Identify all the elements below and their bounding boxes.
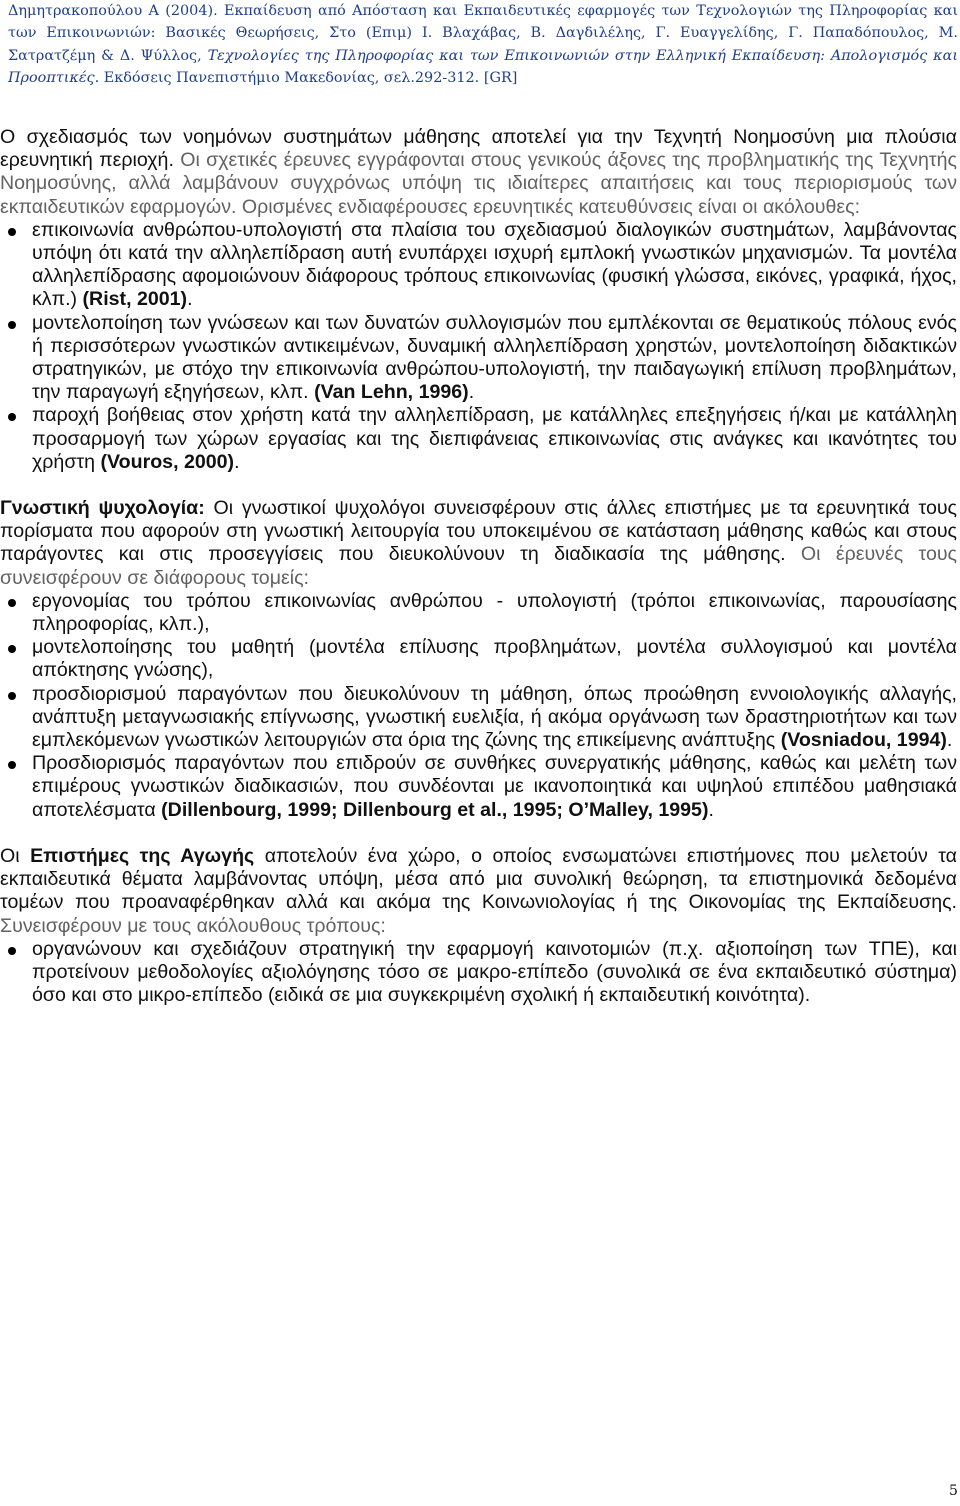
list-item: προσδιορισμού παραγόντων που διευκολύνουν τη μάθηση, όπως προώθηση εννοιολογικής αλλαγής, ανάπτυξη μεταγνωσιακής επίγνωσης, γνωστική ευελιξία, ή ακόμα οργάνωση των δραστηριοτήτων και των εμπλεκόμενων γνωστικών λειτουργιών στα όρια της ζώνης της επικείμενης ανάπτυξης (Vosniadou, 1994). — [32, 682, 957, 752]
reference: (Vosniadou, 1994) — [780, 729, 947, 752]
psychology-list — [0, 590, 957, 822]
section-heading-education: Επιστήμες της Αγωγής — [30, 844, 255, 867]
citation-authors: Δημητρακοπούλου Α (2004). Εκπαίδευση από Απόσταση και Εκπαιδευτικές εφαρμογές των Τεχνολογιών της Πληροφορίας και των Επικοινωνιών: Βασικές Θεωρήσεις, Στο (Επιμ) Ι. Βλαχάβας, Β. Δαγδιλέλης, Γ. Ευαγγελίδης, Γ. Παπαδόπουλος, Μ. Σατρατζέμη & Δ. Ψύλλος, — [8, 3, 958, 64]
list-item: παροχή βοήθειας στον χρήστη κατά την αλληλεπίδραση, με κατάλληλες επεξηγήσεις ή/και με κατάλληλη προσαρμογή των χώρων εργασίας και της διεπιφάνειας επικοινωνίας στις ανάγκες και ικανότητες του χρήστη (Vouros, 2000). — [32, 404, 957, 473]
list-item: εργονομίας του τρόπου επικοινωνίας ανθρώπου - υπολογιστή (τρόποι επικοινωνίας, παρουσίασης πληροφορίας, κλπ.), — [32, 589, 957, 636]
ai-research-list — [0, 219, 957, 474]
reference: (Van Lehn, 1996) — [314, 381, 469, 404]
list-item: επικοινωνία ανθρώπου-υπολογιστή στα πλαίσια του σχεδιασμού διαλογικών συστημάτων, λαμβάνοντας υπόψη ότι κατά την αλληλεπίδραση αυτή ενυπάρχει ισχυρή εμπλοκή γνωστικών μηχανισμών. Τα μοντέλα αλληλεπίδρασης αφομοιώνουν διάφορους τρόπους επικοινωνίας (φυσική γλώσσα, εικόνες, γραφικά, ήχος, κλπ.) (Rist, 2001). — [32, 218, 957, 311]
list-item: μοντελοποίηση των γνώσεων και των δυνατών συλλογισμών που εμπλέκονται σε θεματικούς πόλους ενός ή περισσότερων γνωστικών αντικειμένων, δυναμική αλληλεπίδραση χρηστών, μοντελοποίηση διδακτικών στρατηγικών, με στόχο την επικοινωνία ανθρώπου-υπολογιστή, την παιδαγωγική επίλυση προβλημάτων, την παραγωγή εξηγήσεων, κλπ. (Van Lehn, 1996). — [32, 311, 957, 404]
list-item: μοντελοποίησης του μαθητή (μοντέλα επίλυσης προβλημάτων, μοντέλα συλλογισμού και μοντέλα απόκτησης γνώσης), — [32, 636, 957, 682]
document-body — [0, 126, 957, 1007]
reference: (Rist, 2001) — [82, 288, 188, 311]
ai-intro-paragraph: Ο σχεδιασμός των νοημόνων συστημάτων μάθησης αποτελεί για την Τεχνητή Νοημοσύνη μια πλούσια ερευνητική περιοχή. Οι σχετικές έρευνες εγγράφονται στους γενικούς άξονες της προβληματικής της Τεχνητής Νοημοσύνης, αλλά λαμβάνουν συγχρόνως υπόψη τις ιδιαίτερες απαιτήσεις και τους περιορισμούς των εκπαιδευτικών εφαρμογών. Ορισμένες ενδιαφέρουσες ερευνητικές κατευθύνσεις είναι οι ακόλουθες: — [0, 126, 957, 218]
section-heading-psychology: Γνωστική ψυχολογία: — [0, 497, 205, 520]
citation-publisher: . Εκδόσεις Πανεπιστήμιο Μακεδονίας, σελ.292-312. [GR] — [94, 69, 518, 86]
page-number: 5 — [949, 1483, 958, 1499]
list-item: Προσδιορισμός παραγόντων που επιδρούν σε συνθήκες συνεργατικής μάθησης, καθώς και μελέτη των επιμέρους γνωστικών διαδικασιών, που συνδέονται με ικανοποιητικά και υψηλού επιπέδου μαθησιακά αποτελέσματα (Dillenbourg, 1999; Dillenbourg et al., 1995; O’Malley, 1995). — [32, 752, 957, 821]
citation-book-title: Τεχνολογίες της Πληροφορίας και των Επικοινωνιών στην Ελληνική Εκπαίδευση: Απολογισμός και Προοπτικές — [8, 47, 958, 86]
education-list — [0, 938, 957, 1008]
education-intro-paragraph: Οι Επιστήμες της Αγωγής αποτελούν ένα χώρο, ο οποίος ενσωματώνει επιστήμονες που μελετούν τα εκπαιδευτικά θέματα λαμβάνοντας υπόψη, μέσα από μια συνολική θεώρηση, τα επιστημονικά δεδομένα τομέων που προαναφέρθηκαν αλλά και ακόμα της Κοινωνιολογίας ή της Οικονομίας της Εκπαίδευσης. Συνεισφέρουν με τους ακόλουθους τρόπους: — [0, 844, 958, 937]
citation-header — [8, 0, 958, 89]
reference: (Vouros, 2000) — [100, 450, 235, 473]
list-item: οργανώνουν και σχεδιάζουν στρατηγική την εφαρμογή καινοτομιών (π.χ. αξιοποίηση των ΤΠΕ), και προτείνουν μεθοδολογίες αξιολόγησης τόσο σε μακρο-επίπεδο (συνολικά σε ένα εκπαιδευτικό σύστημα) όσο και στο μικρο-επίπεδο (ειδικά σε μια συγκεκριμένη σχολική ή εκπαιδευτική κοινότητα). — [32, 937, 957, 1007]
psychology-intro-paragraph: Γνωστική ψυχολογία: Οι γνωστικοί ψυχολόγοι συνεισφέρουν στις άλλες επιστήμες με τα ερευνητικά τους πορίσματα που αφορούν στη γνωστική λειτουργία του υποκειμένου σε κατάσταση μάθησης καθώς και στους παράγοντες και στις προσεγγίσεις που διευκολύνουν τη διαδικασία της μάθησης. Οι έρευνές τους συνεισφέρουν σε διάφορους τομείς: — [0, 497, 957, 589]
reference: (Dillenbourg, 1999; Dillenbourg et al., 1995; O’Malley, 1995) — [161, 798, 709, 821]
